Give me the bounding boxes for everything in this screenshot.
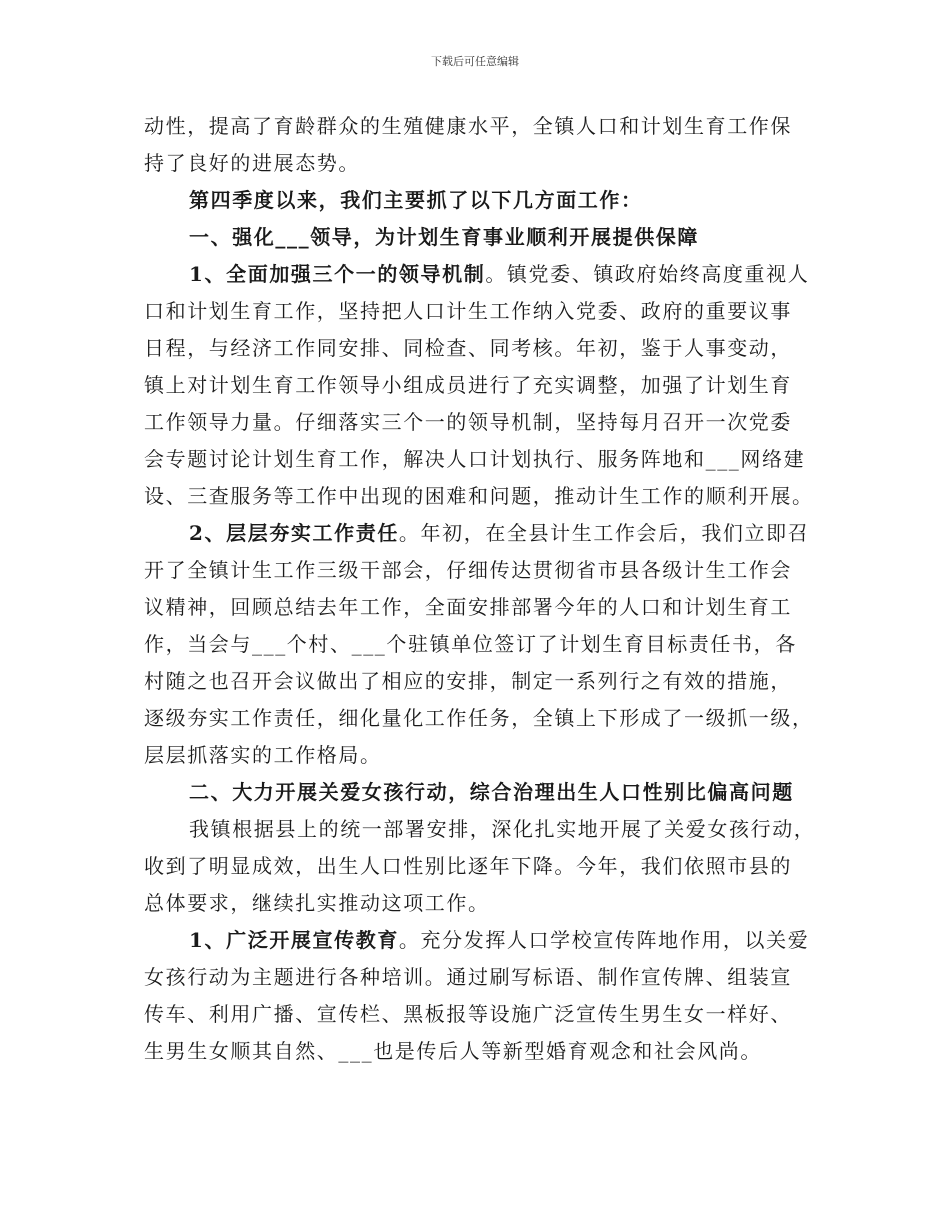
page-header: 下载后可任意编辑 xyxy=(431,55,519,68)
text-line: 层层抓落实的工作格局。 xyxy=(144,743,382,767)
section-heading: 一、强化___领导，为计划生育事业顺利开展提供保障 xyxy=(189,225,699,249)
text-line: 逐级夯实工作责任，细化量化工作任务，全镇上下形成了一级抓一级， xyxy=(144,706,814,730)
text-line: 总体要求，继续扎实推动这项工作。 xyxy=(144,891,490,915)
subsection-text: 。镇党委、镇政府始终高度重视人 xyxy=(485,262,810,286)
subsection-line xyxy=(144,922,829,959)
text-line: 会专题讨论计划生育工作，解决人口计划执行、服务阵地和___网络建 xyxy=(144,447,806,471)
text-line: 工作领导力量。仔细落实三个一的领导机制，坚持每月召开一次党委 xyxy=(144,410,792,434)
text-line: 日程，与经济工作同安排、同检查、同考核。年初，鉴于人事变动， xyxy=(144,336,792,360)
text-line: 我镇根据县上的统一部署安排，深化扎实地开展了关爱女孩行动， xyxy=(189,817,816,841)
text-line: 动性，提高了育龄群众的生殖健康水平，全镇人口和计划生育工作保 xyxy=(144,114,792,138)
text-line: 收到了明显成效，出生人口性别比逐年下降。今年，我们依照市县的 xyxy=(144,854,792,878)
text-line: 持了良好的进展态势。 xyxy=(144,151,360,175)
text-line: 女孩行动为主题进行各种培训。通过刷写标语、制作宣传牌、组装宣 xyxy=(144,965,792,989)
text-line: 传车、利用广播、宣传栏、黑板报等设施广泛宣传生男生女一样好、 xyxy=(144,1002,792,1026)
subsection-line xyxy=(144,256,829,293)
text-line: 镇上对计划生育工作领导小组成员进行了充实调整，加强了计划生育 xyxy=(144,373,792,397)
text-line: 村随之也召开会议做出了相应的安排，制定一系列行之有效的措施， xyxy=(144,669,792,693)
subsection-text: 。年初，在全县计生工作会后，我们立即召 xyxy=(398,521,810,545)
subsection-title: 1、全面加强三个一的领导机制 xyxy=(189,262,486,286)
text-line: 设、三查服务等工作中出现的困难和问题，推动计生工作的顺利开展。 xyxy=(144,484,814,508)
text-line: 作，当会与___个村、___个驻镇单位签订了计划生育目标责任书，各 xyxy=(144,632,797,656)
section-intro: 第四季度以来，我们主要抓了以下几方面工作： xyxy=(189,188,643,212)
section-heading: 二、大力开展关爱女孩行动，综合治理出生人口性别比偏高问题 xyxy=(189,780,794,804)
text-line: 开了全镇计生工作三级干部会，仔细传达贯彻省市县各级计生工作会 xyxy=(144,558,792,582)
text-line: 议精神，回顾总结去年工作，全面安排部署今年的人口和计划生育工 xyxy=(144,595,792,619)
text-line: 生男生女顺其自然、___也是传后人等新型婚育观念和社会风尚。 xyxy=(144,1039,762,1063)
subsection-text: 。充分发挥人口学校宣传阵地作用，以关爱 xyxy=(398,928,810,952)
document-body xyxy=(144,108,829,1070)
subsection-title: 1、广泛开展宣传教育 xyxy=(189,928,399,952)
text-line: 口和计划生育工作，坚持把人口计生工作纳入党委、政府的重要议事 xyxy=(144,299,792,323)
subsection-line xyxy=(144,515,829,552)
subsection-title: 2、层层夯实工作责任 xyxy=(189,521,399,545)
